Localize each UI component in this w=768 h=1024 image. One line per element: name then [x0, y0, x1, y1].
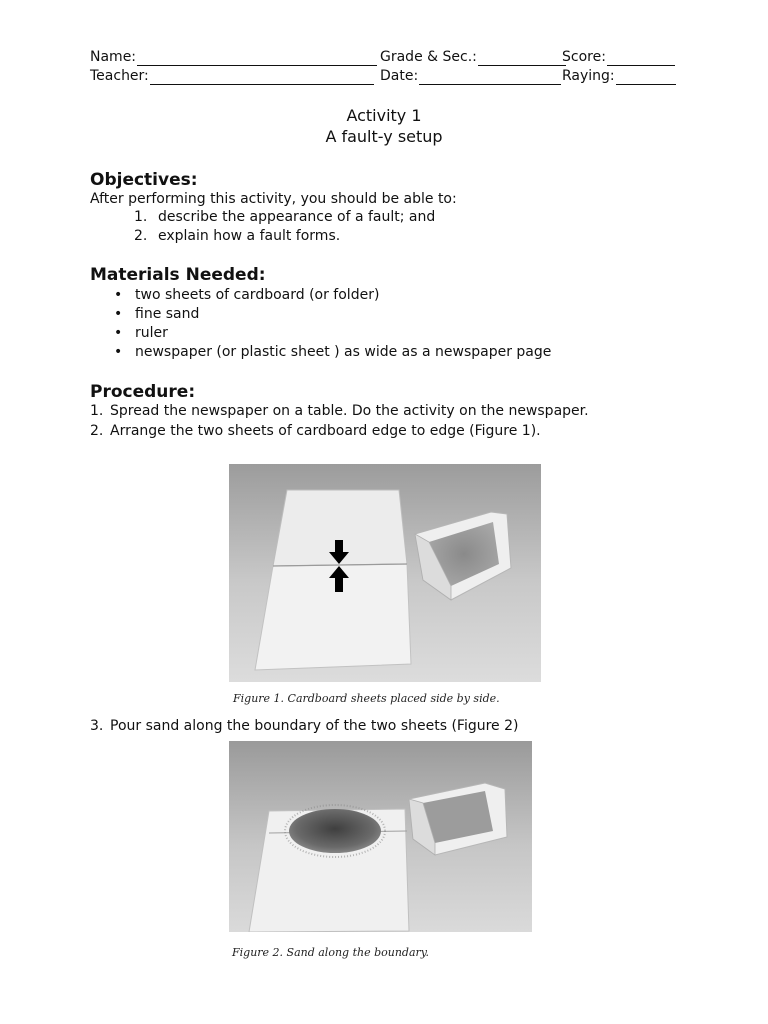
step-number: 1. — [90, 403, 104, 419]
objective-number: 2. — [134, 228, 148, 244]
name-field — [90, 48, 377, 66]
figure-1-caption: Figure 1. Cardboard sheets placed side by side. — [233, 692, 500, 705]
figure-2-caption: Figure 2. Sand along the boundary. — [232, 946, 430, 959]
teacher-field — [90, 67, 374, 85]
teacher-label: Teacher: — [90, 68, 149, 84]
score-field — [562, 48, 675, 66]
materials-heading: Materials Needed: — [90, 265, 266, 285]
grade-blank[interactable] — [478, 51, 566, 66]
material-item: ruler — [135, 325, 168, 341]
date-label: Date: — [380, 68, 419, 84]
step-text: Spread the newspaper on a table. Do the activity on the newspaper. — [110, 403, 589, 419]
date-blank[interactable] — [419, 70, 561, 85]
objective-number: 1. — [134, 209, 148, 225]
rating-blank[interactable] — [616, 70, 676, 85]
grade-label: Grade & Sec.: — [380, 49, 477, 65]
figure-1-photo — [229, 464, 541, 682]
figure-2-photo — [229, 741, 532, 932]
score-label: Score: — [562, 49, 606, 65]
rating-field — [562, 67, 676, 85]
objective-text: describe the appearance of a fault; and — [158, 209, 436, 225]
objectives-heading: Objectives: — [90, 170, 198, 190]
step-number: 3. — [90, 718, 104, 734]
objectives-intro: After performing this activity, you should be able to: — [90, 191, 457, 207]
step-text: Pour sand along the boundary of the two sheets (Figure 2) — [110, 718, 519, 734]
procedure-step — [90, 717, 518, 736]
material-item: newspaper (or plastic sheet ) as wide as a newspaper page — [135, 344, 552, 360]
material-item: two sheets of cardboard (or folder) — [135, 287, 380, 303]
date-field — [380, 67, 561, 85]
objective-text: explain how a fault forms. — [158, 228, 341, 244]
header-row-2 — [90, 67, 690, 85]
figure-2-image — [229, 741, 532, 932]
objective-item — [134, 227, 340, 246]
teacher-blank[interactable] — [150, 70, 374, 85]
step-text: Arrange the two sheets of cardboard edge to edge (Figure 1). — [110, 423, 541, 439]
procedure-heading: Procedure: — [90, 382, 196, 402]
bullet-icon: • — [114, 344, 123, 360]
bullet-icon: • — [114, 287, 123, 303]
figure-1-image — [229, 464, 541, 682]
material-item: fine sand — [135, 306, 200, 322]
procedure-step — [90, 402, 589, 421]
bullet-icon: • — [114, 325, 123, 341]
score-blank[interactable] — [607, 51, 675, 66]
activity-subtitle: A fault-y setup — [325, 127, 443, 146]
name-label: Name: — [90, 49, 137, 65]
activity-title: Activity 1 — [346, 106, 422, 125]
procedure-step — [90, 422, 541, 441]
header-row-1 — [90, 48, 690, 66]
name-blank[interactable] — [137, 51, 377, 66]
rating-label: Raying: — [562, 68, 615, 84]
bullet-icon: • — [114, 306, 123, 322]
objective-item — [134, 208, 435, 227]
step-number: 2. — [90, 423, 104, 439]
grade-field — [380, 48, 566, 66]
